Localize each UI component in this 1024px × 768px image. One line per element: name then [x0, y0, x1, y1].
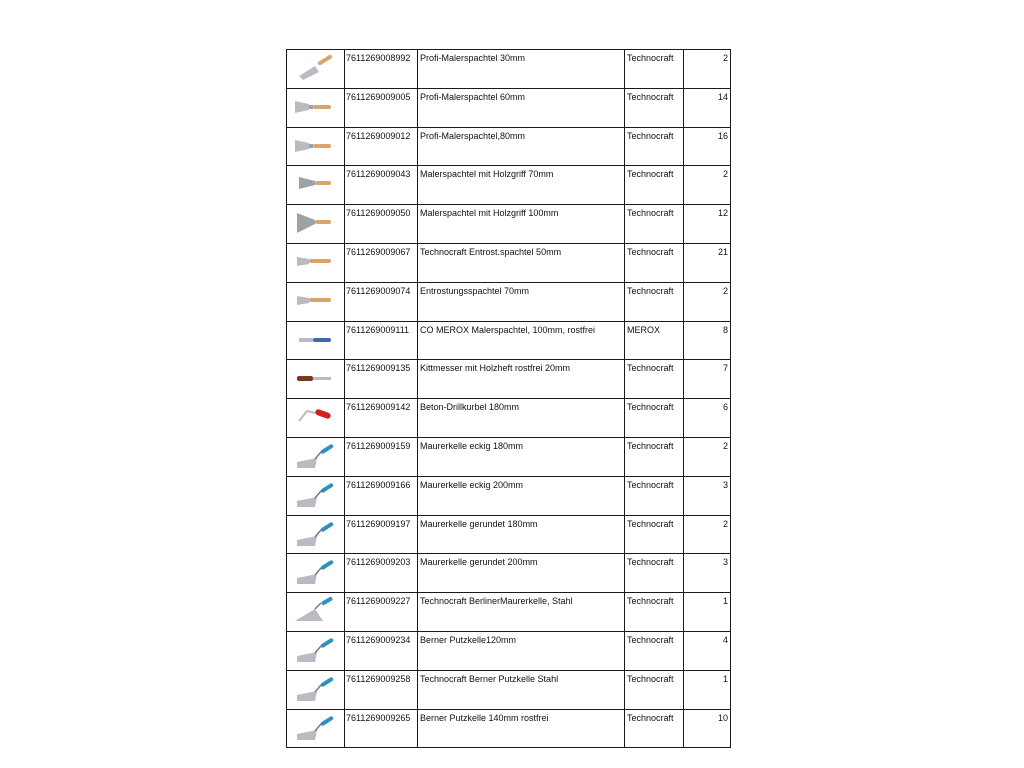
quantity-cell: 1 [684, 670, 731, 709]
product-image-cell [287, 515, 345, 554]
product-name-cell: Entrostungsspachtel 70mm [418, 282, 625, 321]
quantity-cell: 16 [684, 127, 731, 166]
ean-cell: 7611269009043 [345, 166, 418, 205]
table-row [287, 670, 731, 709]
product-name-cell: Maurerkelle eckig 200mm [418, 476, 625, 515]
product-name-cell: Beton-Drillkurbel 180mm [418, 399, 625, 438]
quantity-cell: 2 [684, 515, 731, 554]
ean-cell: 7611269009265 [345, 709, 418, 748]
table-row [287, 321, 731, 360]
product-image-cell [287, 709, 345, 748]
product-image-cell [287, 127, 345, 166]
spatula-wide-icon [289, 130, 341, 162]
brand-cell: Technocraft [625, 399, 684, 438]
brand-cell: Technocraft [625, 515, 684, 554]
product-name-cell: Technocraft Entrost.spachtel 50mm [418, 243, 625, 282]
brand-cell: Technocraft [625, 593, 684, 632]
quantity-cell: 2 [684, 50, 731, 89]
product-image-cell [287, 88, 345, 127]
product-name-cell: Profi-Malerspachtel,80mm [418, 127, 625, 166]
quantity-cell: 2 [684, 282, 731, 321]
quantity-cell: 3 [684, 554, 731, 593]
product-image-cell [287, 554, 345, 593]
brand-cell: Technocraft [625, 166, 684, 205]
product-name-cell: Berner Putzkelle120mm [418, 631, 625, 670]
quantity-cell: 2 [684, 166, 731, 205]
trowel-icon [289, 556, 341, 588]
brand-cell: Technocraft [625, 476, 684, 515]
brand-cell: Technocraft [625, 631, 684, 670]
table-row [287, 437, 731, 476]
ean-cell: 7611269009197 [345, 515, 418, 554]
product-image-cell [287, 670, 345, 709]
table-row [287, 515, 731, 554]
product-image-cell [287, 399, 345, 438]
brand-cell: Technocraft [625, 205, 684, 244]
table-row [287, 709, 731, 748]
table-row [287, 360, 731, 399]
product-image-cell [287, 321, 345, 360]
ean-cell: 7611269008992 [345, 50, 418, 89]
ean-cell: 7611269009012 [345, 127, 418, 166]
spatula-tapered-icon [289, 168, 341, 200]
brand-cell: Technocraft [625, 50, 684, 89]
spatula-wide-icon [289, 91, 341, 123]
brand-cell: Technocraft [625, 709, 684, 748]
table-row [287, 205, 731, 244]
product-name-cell: Malerspachtel mit Holzgriff 100mm [418, 205, 625, 244]
quantity-cell: 6 [684, 399, 731, 438]
trowel-icon [289, 712, 341, 744]
trowel-icon [289, 634, 341, 666]
product-table-body [287, 50, 731, 748]
table-row [287, 631, 731, 670]
product-image-cell [287, 476, 345, 515]
spatula-small-icon [289, 285, 341, 317]
brand-cell: Technocraft [625, 360, 684, 399]
spatula-narrow-angled-icon [289, 52, 341, 84]
quantity-cell: 3 [684, 476, 731, 515]
product-name-cell: Technocraft Berner Putzkelle Stahl [418, 670, 625, 709]
brand-cell: Technocraft [625, 282, 684, 321]
trowel-icon [289, 518, 341, 550]
spatula-small-icon [289, 246, 341, 278]
product-image-cell [287, 631, 345, 670]
product-name-cell: Maurerkelle gerundet 180mm [418, 515, 625, 554]
product-image-cell [287, 360, 345, 399]
ean-cell: 7611269009166 [345, 476, 418, 515]
product-image-cell [287, 282, 345, 321]
quantity-cell: 12 [684, 205, 731, 244]
quantity-cell: 21 [684, 243, 731, 282]
product-image-cell [287, 437, 345, 476]
table-row [287, 282, 731, 321]
product-image-cell [287, 593, 345, 632]
ean-cell: 7611269009234 [345, 631, 418, 670]
ean-cell: 7611269009050 [345, 205, 418, 244]
ean-cell: 7611269009067 [345, 243, 418, 282]
product-image-cell [287, 50, 345, 89]
table-row [287, 50, 731, 89]
table-row [287, 399, 731, 438]
brand-cell: MEROX [625, 321, 684, 360]
brand-cell: Technocraft [625, 243, 684, 282]
quantity-cell: 1 [684, 593, 731, 632]
ean-cell: 7611269009258 [345, 670, 418, 709]
trowel-icon [289, 673, 341, 705]
ean-cell: 7611269009227 [345, 593, 418, 632]
product-name-cell: Berner Putzkelle 140mm rostfrei [418, 709, 625, 748]
product-image-cell [287, 205, 345, 244]
table-row [287, 88, 731, 127]
product-name-cell: Profi-Malerspachtel 30mm [418, 50, 625, 89]
trowel-icon [289, 440, 341, 472]
table-row [287, 476, 731, 515]
quantity-cell: 7 [684, 360, 731, 399]
ean-cell: 7611269009159 [345, 437, 418, 476]
product-image-cell [287, 243, 345, 282]
quantity-cell: 10 [684, 709, 731, 748]
table-row [287, 127, 731, 166]
product-name-cell: Kittmesser mit Holzheft rostfrei 20mm [418, 360, 625, 399]
product-name-cell: Malerspachtel mit Holzgriff 70mm [418, 166, 625, 205]
spatula-blue-handle-icon [289, 324, 341, 356]
ean-cell: 7611269009074 [345, 282, 418, 321]
putty-knife-icon [289, 362, 341, 394]
ean-cell: 7611269009005 [345, 88, 418, 127]
trowel-berliner-icon [289, 595, 341, 627]
quantity-cell: 2 [684, 437, 731, 476]
brand-cell: Technocraft [625, 437, 684, 476]
product-name-cell: Maurerkelle gerundet 200mm [418, 554, 625, 593]
product-table [286, 49, 731, 748]
ean-cell: 7611269009111 [345, 321, 418, 360]
product-name-cell: Profi-Malerspachtel 60mm [418, 88, 625, 127]
quantity-cell: 8 [684, 321, 731, 360]
ean-cell: 7611269009142 [345, 399, 418, 438]
product-name-cell: CO MEROX Malerspachtel, 100mm, rostfrei [418, 321, 625, 360]
spatula-tapered-wide-icon [289, 207, 341, 239]
product-name-cell: Maurerkelle eckig 180mm [418, 437, 625, 476]
trowel-icon [289, 479, 341, 511]
brand-cell: Technocraft [625, 127, 684, 166]
quantity-cell: 4 [684, 631, 731, 670]
brand-cell: Technocraft [625, 670, 684, 709]
quantity-cell: 14 [684, 88, 731, 127]
table-row [287, 166, 731, 205]
ean-cell: 7611269009203 [345, 554, 418, 593]
table-row [287, 593, 731, 632]
ean-cell: 7611269009135 [345, 360, 418, 399]
table-row [287, 243, 731, 282]
table-row [287, 554, 731, 593]
product-image-cell [287, 166, 345, 205]
brand-cell: Technocraft [625, 88, 684, 127]
product-sheet [286, 49, 728, 748]
drill-crank-icon [289, 401, 341, 433]
brand-cell: Technocraft [625, 554, 684, 593]
product-name-cell: Technocraft BerlinerMaurerkelle, Stahl [418, 593, 625, 632]
